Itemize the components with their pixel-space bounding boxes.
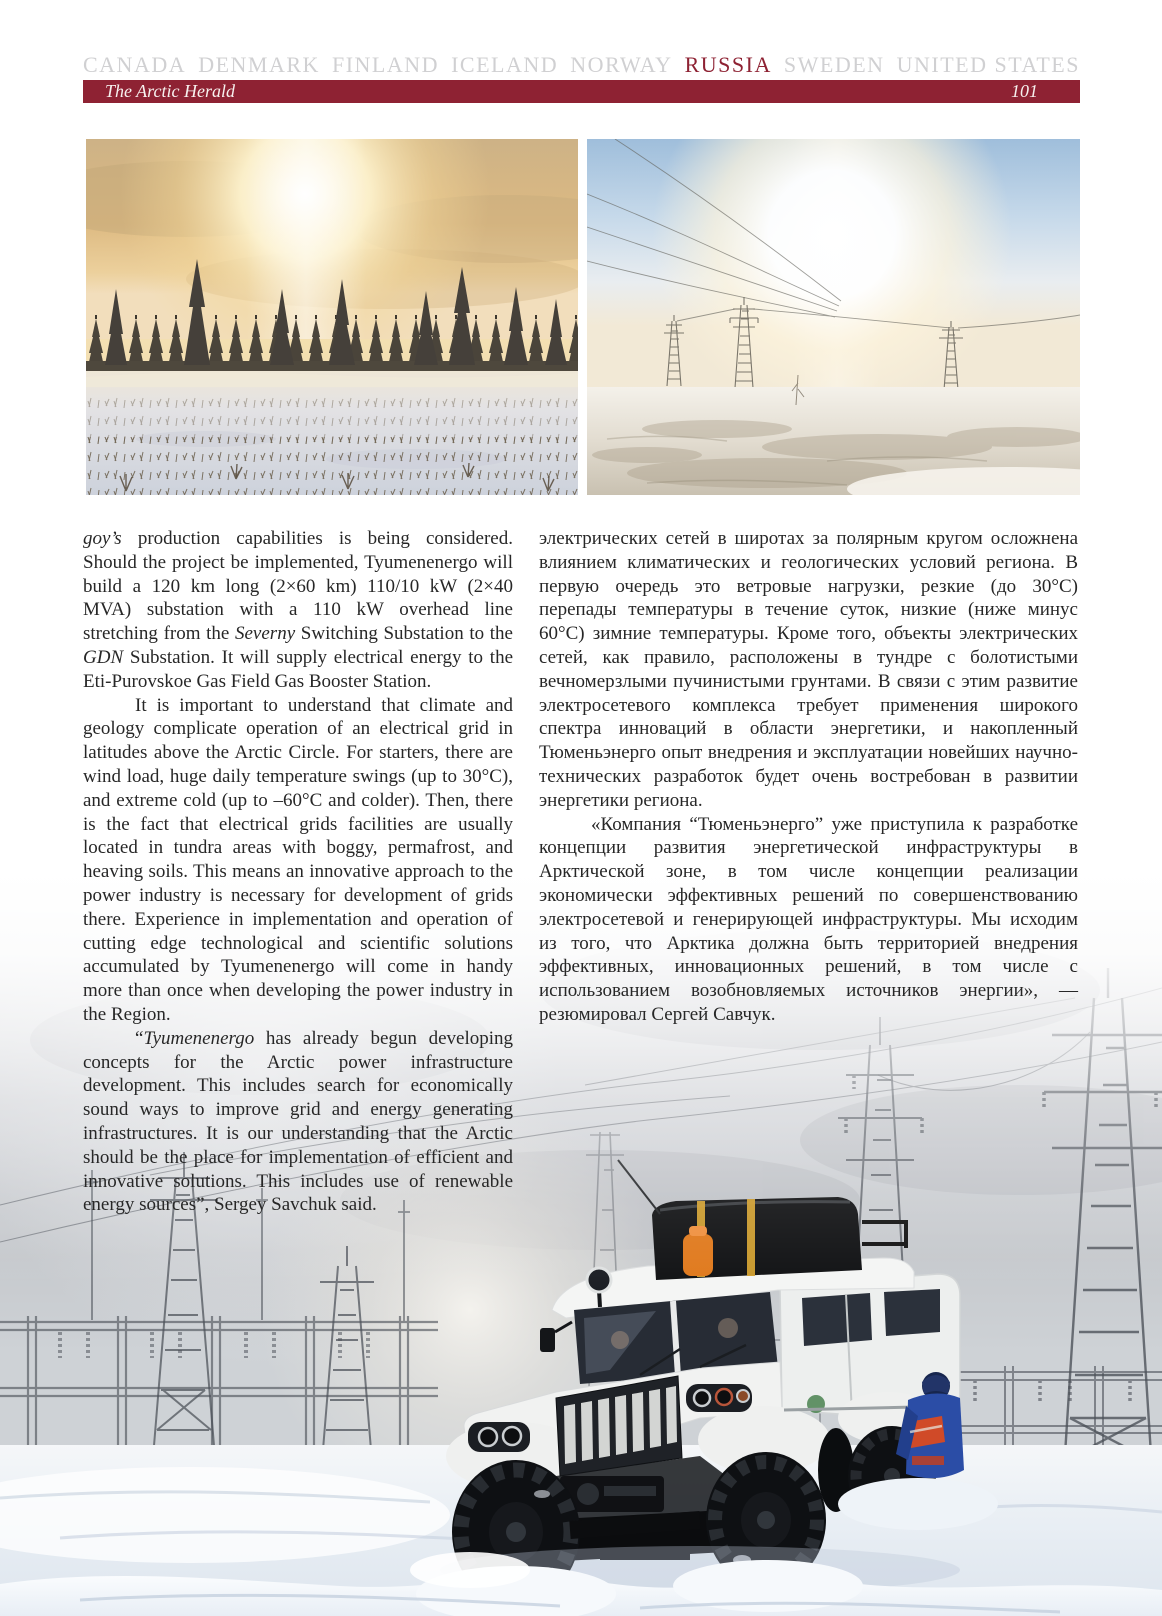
sun-halo [587, 139, 1080, 424]
page-number: 101 [1011, 81, 1038, 101]
country-sweden: SWEDEN [783, 52, 885, 77]
text-segment: has already begun developing concepts for the Arctic power infrastructure development. This includes search for economically sound ways to improve grid and energy generating infrastructures. It is our understanding that the Arctic should be the place for implementation of efficient and innovative solutions. This includes use of renewable energy sources”, Sergey Savchuk said. [83, 1027, 513, 1216]
paragraph-english-2 [83, 694, 513, 1027]
text-segment: Switching Substation to the [295, 623, 513, 645]
country-index [83, 48, 1080, 78]
power-line-illustration [587, 139, 1080, 495]
paragraph-english-1 [83, 527, 513, 694]
photo-winter-forest-sunset [86, 139, 578, 495]
photo-transmission-lines-sun [587, 139, 1080, 495]
magazine-title: The Arctic Herald [105, 81, 235, 101]
text-segment: goy’s [83, 528, 122, 549]
article-column-russian [539, 527, 1078, 1027]
text-segment: production capabilities is being considered. Should the project be implemented, Tyumenenergo will build a 120 km long (2×60 km) 110/10 kW (2×40 MVA) substation with a 110 kW overhead line stretching from the [83, 528, 513, 645]
paragraph-russian-2 [539, 813, 1078, 1027]
text-segment: Substation. It will supply electrical energy to the Eti-Purovskoe Gas Field Gas Booster Station. [83, 646, 513, 692]
text-segment: “ [135, 1027, 144, 1049]
country-canada: CANADA [83, 52, 187, 77]
country-united-states: UNITED STATES [896, 52, 1080, 77]
snow-field [86, 371, 578, 495]
country-russia-active: RUSSIA [684, 52, 772, 77]
text-segment: электрических сетей в широтах за полярным кругом осложнена влиянием климатических и геологических условий региона. В первую очередь это ветровые нагрузки, резкие (до 30°С) перепады температуры в течение суток, низкие (ниже минус 60°С) зимние температуры. Кроме того, объекты электрических сетей, как правило, расположены в тундре с болотистыми вечномерзлыми пучинистыми грунтами. В связи с этим развитие электросетевого комплекса требует применения широкого спектра инноваций в области энергетики, и накопленный Тюменьэнерго опыт внедрения и эксплуатации новейших научно-технических разработок будет очень востребован в развитии энергетики региона. [539, 528, 1078, 811]
text-segment: It is important to understand that climate and geology complicate operation of an electrical grid in latitudes above the Arctic Circle. For starters, there are wind load, huge daily temperature swings (up to 30°C), and extreme cold (up to –60°C and colder). Then, there is the fact that electrical grids facilities are usually located in tundra areas with boggy, permafrost, and heaving soils. This means an innovative approach to the power industry is necessary for development of grids there. Experience in implementation and operation of cutting edge technological and scientific solutions accumulated by Tyumenenergo will come in handy more than once when developing the power industry in the Region. [83, 694, 513, 1025]
text-segment: Tyumenenergo [143, 1027, 255, 1049]
winter-forest-illustration [86, 139, 578, 495]
article-column-english [83, 527, 513, 1217]
paragraph-russian-1 [539, 527, 1078, 813]
text-segment: Severny [235, 623, 296, 645]
snow-plain [587, 375, 1080, 495]
masthead-bar [83, 80, 1080, 103]
country-denmark: DENMARK [198, 52, 320, 77]
country-norway: NORWAY [570, 52, 673, 77]
paragraph-english-3 [83, 1027, 513, 1217]
country-finland: FINLAND [331, 52, 440, 77]
text-segment: «Компания “Тюменьэнерго” уже приступила к разработке концепции развития энергетической инфраструктуры в Арктической зоне, в том числе концепции реализации экономически эффективных решений по совершенствованию электросетевой и генерирующей инфраструктуры. Мы исходим из того, что Арктика должна быть территорией внедрения эффективных, инновационных решений, в том числе с использованием возобновляемых источников энергии», — резюмировал Сергей Савчук. [539, 813, 1078, 1025]
text-segment: GDN [83, 646, 124, 668]
country-iceland: ICELAND [451, 52, 559, 77]
